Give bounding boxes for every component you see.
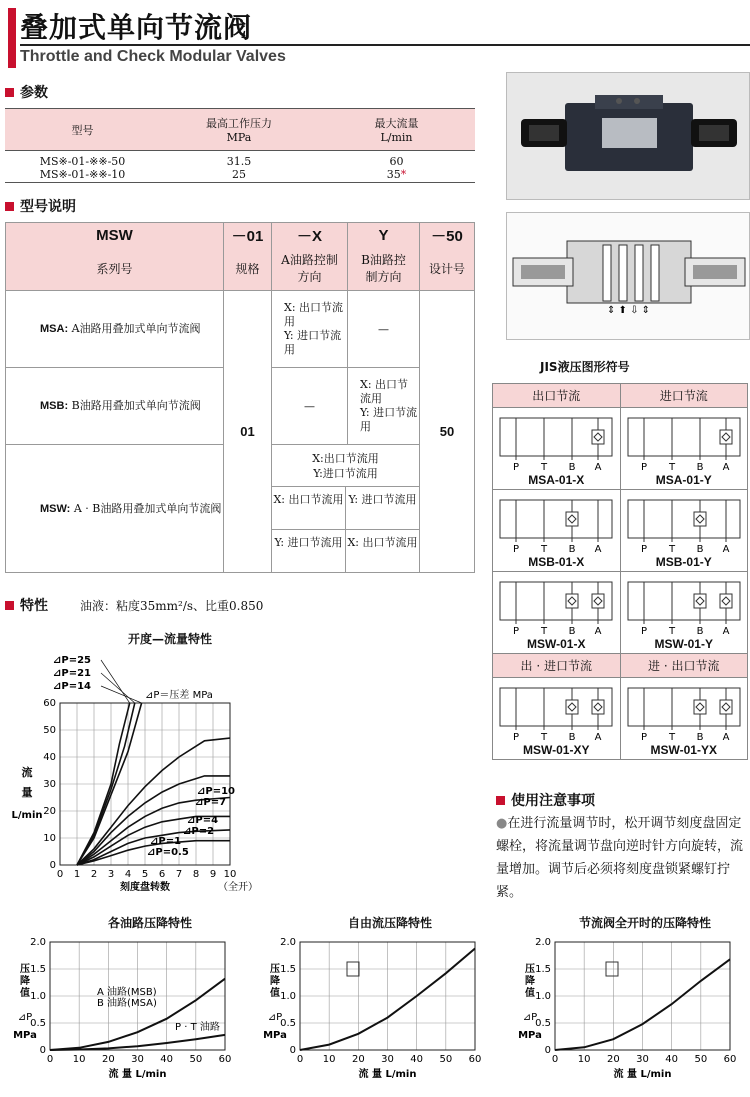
- y-axis-label: 值: [20, 988, 30, 999]
- port-label: P: [640, 544, 647, 555]
- title-accent-bar: [8, 8, 16, 68]
- x-tick-label: 40: [665, 1054, 679, 1065]
- x-tick-label: 0: [56, 869, 64, 880]
- params-table: [5, 108, 475, 183]
- model-heading: 型号说明: [5, 196, 76, 216]
- series-msa: MSA: A油路用叠加式单向节流阀: [6, 291, 224, 368]
- y-tick-label: 0.5: [280, 1018, 296, 1029]
- jis-header-in-out: 进 · 出口节流: [620, 654, 748, 678]
- code-series: MSW: [6, 223, 224, 249]
- y-tick-label: 30: [43, 779, 56, 790]
- jis-symbol: P T B A MSB-01-X: [493, 490, 621, 572]
- port-label: T: [668, 732, 675, 743]
- y-tick-label: 2.0: [535, 937, 551, 948]
- model-table: MSW －01 －X Y －50 系列号 规格 A油路控制方向 B油路控制方向 设计号 MSA: A油路用叠加式单向节流阀 01 X: 出口节流用 Y: 进口节流用 — 50 MSB: B油路用叠加式单向节流阀 — X: 出口节流用 Y: 进口节流用 MSW: A · B油路用叠加式单向节流阀 X:出口节流用 Y:进口节流用 X: 出口节流用 Y: 进口节流用 Y: 进口节流用 X: 出口节流用: [5, 222, 475, 573]
- jis-symbol: P T B A MSW-01-X: [493, 572, 621, 654]
- y-tick-label: 40: [43, 752, 56, 763]
- x-tick-label: 4: [124, 869, 132, 880]
- x-tick-label: 3: [107, 869, 115, 880]
- y-axis-label: ⊿P: [17, 1012, 33, 1023]
- series-label: ⊿P=0.5: [147, 847, 189, 858]
- port-label: A: [594, 626, 602, 637]
- y-tick-label: 0: [289, 1045, 296, 1056]
- x-tick-label: 60: [468, 1054, 482, 1065]
- y-tick-label: 1.5: [30, 964, 46, 975]
- y-axis-label: 降: [525, 976, 535, 987]
- params-heading: 参数: [5, 82, 48, 102]
- y-axis-label: 值: [270, 988, 280, 999]
- x-tick-label: 5: [141, 869, 149, 880]
- label-b: B油路控制方向: [348, 249, 420, 291]
- jis-table: [492, 383, 748, 760]
- params-col-flow: 最大流量 L/min: [318, 109, 475, 151]
- x-tick-label: 10: [223, 869, 237, 880]
- series-label: ⊿P=10: [197, 786, 236, 797]
- symbol-frame: [500, 500, 612, 538]
- x-tick-label: 30: [131, 1054, 144, 1065]
- x-tick-label: 0: [296, 1054, 304, 1065]
- chart-free-title: 自由流压降特性: [347, 916, 432, 930]
- port-label: T: [541, 732, 548, 743]
- y-tick-label: 1.5: [280, 964, 296, 975]
- x-axis-label: 流 量 L/min: [613, 1069, 672, 1080]
- y-tick-label: 60: [43, 698, 56, 709]
- x-tick-label: 10: [72, 1054, 86, 1065]
- port-label: A: [594, 544, 602, 555]
- code-spec: －01: [224, 223, 272, 249]
- x-axis-note: （全开）: [218, 882, 258, 893]
- x-tick-label: 7: [175, 869, 183, 880]
- x-tick-label: 10: [577, 1054, 591, 1065]
- code-b: Y: [348, 223, 420, 249]
- jis-symbol: P T B A MSW-01-Y: [620, 572, 748, 654]
- y-axis-label: MPa: [518, 1030, 542, 1041]
- jis-title: JIS液压图形符号: [540, 360, 630, 374]
- series-msb: MSB: B油路用叠加式单向节流阀: [6, 368, 224, 445]
- y-axis-label: ⊿P: [522, 1012, 538, 1023]
- series-label: ⊿P=25: [53, 655, 92, 666]
- x-tick-label: 50: [694, 1054, 708, 1065]
- y-axis-label: 压: [20, 964, 30, 975]
- series-label: A 油路(MSB): [97, 987, 157, 998]
- x-tick-label: 9: [209, 869, 217, 880]
- y-axis-label: MPa: [13, 1030, 37, 1041]
- jis-header-out-in: 出 · 进口节流: [493, 654, 621, 678]
- port-label: A: [722, 732, 730, 743]
- y-axis-label: ⊿P: [267, 1012, 283, 1023]
- y-tick-label: 2.0: [30, 937, 46, 948]
- port-label: P: [640, 462, 647, 473]
- port-label: T: [541, 462, 548, 473]
- x-tick-label: 40: [410, 1054, 424, 1065]
- x-tick-label: 60: [723, 1054, 737, 1065]
- jis-symbol: P T B A MSW-01-XY: [493, 678, 621, 760]
- x-tick-label: 30: [381, 1054, 394, 1065]
- x-tick-label: 20: [101, 1054, 115, 1065]
- port-label: B: [568, 732, 576, 743]
- jis-symbol: P T B A MSW-01-YX: [620, 678, 748, 760]
- series-label: ⊿P=1: [150, 836, 182, 847]
- params-row: MS※-01-※※-10 25 35*: [5, 168, 475, 182]
- y-axis-label-2: 量: [21, 786, 33, 799]
- char-heading: 特性: [5, 595, 48, 615]
- series-label: ⊿P=21: [53, 668, 92, 679]
- chart-ports-title: 各油路压降特性: [107, 916, 192, 930]
- port-label: A: [594, 732, 602, 743]
- y-axis-label: 压: [525, 964, 535, 975]
- port-label: T: [541, 626, 548, 637]
- x-tick-label: 0: [551, 1054, 559, 1065]
- x-tick-label: 2: [90, 869, 98, 880]
- series-label: B 油路(MSA): [97, 998, 157, 1009]
- design-value: 50: [420, 291, 475, 573]
- port-label: B: [696, 732, 704, 743]
- x-tick-label: 8: [192, 869, 200, 880]
- x-tick-label: 20: [351, 1054, 365, 1065]
- symbol-frame: [628, 500, 740, 538]
- params-col-model: 型号: [5, 109, 160, 151]
- port-label: A: [722, 462, 730, 473]
- valve-section-view: [506, 212, 750, 340]
- series-label: ⊿P=14: [53, 681, 92, 692]
- port-label: P: [640, 626, 647, 637]
- y-tick-label: 0: [39, 1045, 46, 1056]
- x-axis-label: 刻度盘转数: [120, 882, 170, 893]
- label-spec: 规格: [224, 249, 272, 291]
- port-label: P: [513, 732, 520, 743]
- x-tick-label: 6: [158, 869, 166, 880]
- code-design: －50: [420, 223, 475, 249]
- y-tick-label: 2.0: [280, 937, 296, 948]
- series-msw: MSW: A · B油路用叠加式单向节流阀: [6, 445, 224, 573]
- legend-title: ⊿P＝压差 MPa: [145, 690, 213, 701]
- page-header: [8, 6, 608, 66]
- port-label: B: [568, 544, 576, 555]
- y-tick-label: 50: [43, 725, 56, 736]
- params-row: MS※-01-※※-50 31.5 60: [39, 155, 404, 168]
- x-tick-label: 50: [189, 1054, 203, 1065]
- x-tick-label: 60: [218, 1054, 232, 1065]
- chart-full-title: 节流阀全开时的压降特性: [578, 916, 711, 930]
- params-col-pressure: 最高工作压力 MPa: [160, 109, 318, 151]
- label-a: A油路控制方向: [272, 249, 348, 291]
- jis-symbol: P T B A MSB-01-Y: [620, 490, 748, 572]
- port-label: B: [568, 626, 576, 637]
- x-tick-label: 40: [160, 1054, 174, 1065]
- x-tick-label: 10: [322, 1054, 336, 1065]
- y-axis-label-1: 流: [21, 766, 33, 779]
- notes-text: ●在进行流量调节时，松开调节刻度盘固定螺栓，将流量调节盘向逆时针方向旋转，流量增加。调节后必须将刻度盘锁紧螺钉拧紧。: [496, 816, 744, 900]
- y-tick-label: 1.0: [535, 991, 551, 1002]
- x-tick-label: 20: [606, 1054, 620, 1065]
- chart-port-pressure-drop: [5, 932, 245, 1092]
- label-series: 系列号: [6, 249, 224, 291]
- label-design: 设计号: [420, 249, 475, 291]
- valve-photo: [506, 72, 750, 200]
- port-label: B: [696, 462, 704, 473]
- port-label: T: [668, 626, 675, 637]
- jis-header-out: 出口节流: [493, 384, 621, 408]
- chart-free-flow-drop: [255, 932, 495, 1092]
- x-tick-label: 0: [46, 1054, 54, 1065]
- oil-note: 油液：粘度35mm²/s、比重0.850: [80, 599, 264, 613]
- chart-opening-flow: [5, 648, 265, 898]
- series-label: P · T 油路: [175, 1022, 220, 1033]
- y-axis-label: 压: [270, 964, 280, 975]
- port-label: T: [668, 462, 675, 473]
- x-tick-label: 30: [636, 1054, 649, 1065]
- spec-value: 01: [224, 291, 272, 573]
- leader-line: [101, 686, 142, 703]
- port-label: P: [513, 544, 520, 555]
- y-tick-label: 1.0: [30, 991, 46, 1002]
- series-label: ⊿P=2: [183, 826, 215, 837]
- page-title: 叠加式单向节流阀: [20, 11, 253, 44]
- chart-opening-title: 开度—流量特性: [127, 632, 212, 646]
- port-label: T: [541, 544, 548, 555]
- port-label: A: [722, 544, 730, 555]
- port-label: A: [722, 626, 730, 637]
- y-tick-label: 0: [544, 1045, 551, 1056]
- x-axis-label: 流 量 L/min: [108, 1069, 167, 1080]
- y-axis-label: 降: [270, 976, 280, 987]
- port-label: B: [568, 462, 576, 473]
- x-tick-label: 50: [439, 1054, 453, 1065]
- title-divider: [20, 44, 750, 46]
- y-tick-label: 20: [43, 806, 56, 817]
- x-tick-label: 1: [73, 869, 81, 880]
- port-label: B: [696, 544, 704, 555]
- port-label: P: [640, 732, 647, 743]
- page-subtitle: Throttle and Check Modular Valves: [20, 48, 286, 65]
- y-tick-label: 0.5: [535, 1018, 551, 1029]
- y-tick-label: 0.5: [30, 1018, 46, 1029]
- y-axis-label: MPa: [263, 1030, 287, 1041]
- series-label: ⊿P=4: [187, 815, 219, 826]
- port-label: A: [594, 462, 602, 473]
- port-label: T: [668, 544, 675, 555]
- y-tick-label: 1.0: [280, 991, 296, 1002]
- jis-symbol: P T B A MSA-01-Y: [620, 408, 748, 490]
- x-axis-label: 流 量 L/min: [358, 1069, 417, 1080]
- jis-symbol: P T B A MSA-01-X: [493, 408, 621, 490]
- svg-text:⇕ ⬆ ⇩ ⇕: ⇕ ⬆ ⇩ ⇕: [607, 305, 651, 316]
- y-axis-label-3: L/min: [11, 810, 43, 821]
- y-tick-label: 1.5: [535, 964, 551, 975]
- port-label: P: [513, 626, 520, 637]
- port-label: P: [513, 462, 520, 473]
- y-tick-label: 0: [49, 860, 56, 871]
- port-label: B: [696, 626, 704, 637]
- y-axis-label: 降: [20, 976, 30, 987]
- chart-full-open-drop: [510, 932, 750, 1092]
- jis-header-in: 进口节流: [620, 384, 748, 408]
- y-axis-label: 值: [525, 988, 535, 999]
- notes-heading: 使用注意事项: [496, 790, 595, 810]
- y-tick-label: 10: [43, 833, 56, 844]
- code-a: －X: [272, 223, 348, 249]
- series-label: ⊿P=7: [195, 797, 227, 808]
